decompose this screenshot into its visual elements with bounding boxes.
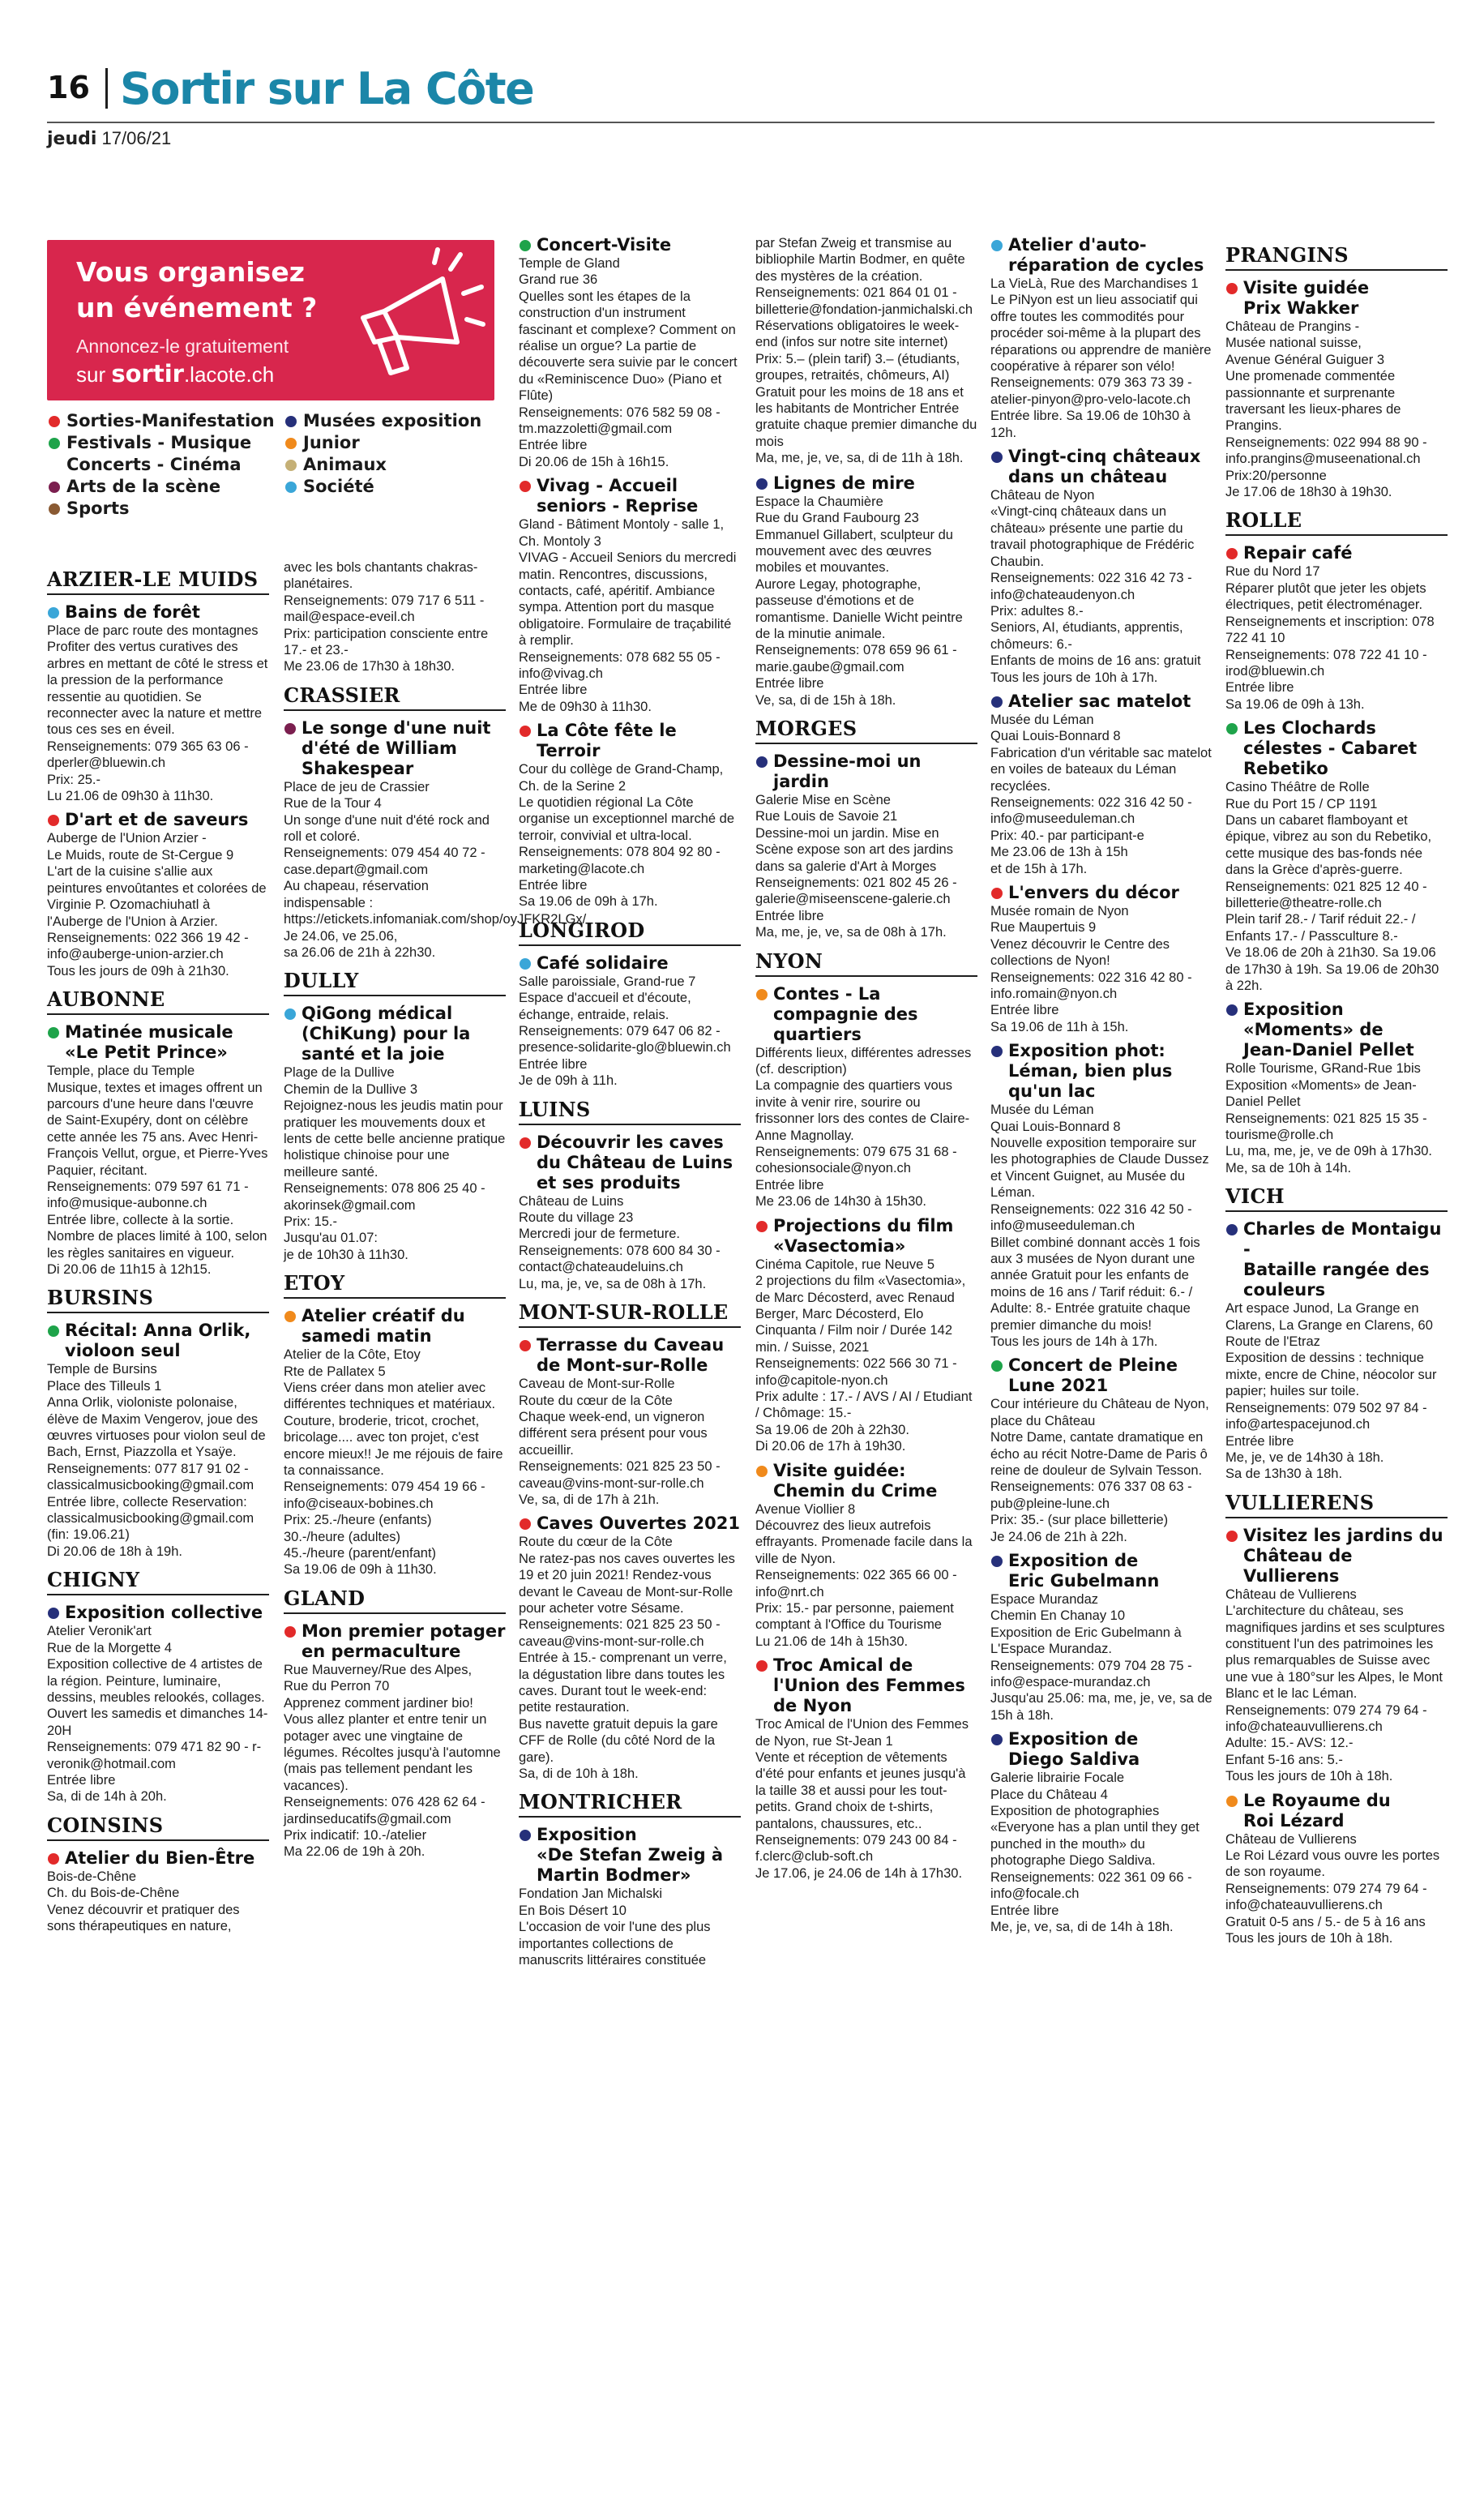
- event-title-text: Café solidaire: [537, 953, 669, 973]
- category-dot-icon: [991, 452, 1003, 463]
- event-details: Art espace Junod, La Grange en Clarens, La Grange en Clarens, 60 Route de l'Etraz Exposition de dessins : technique mixte, encre de Chine, néocolor sur papier; huiles sur toile. Renseignements: 079 502 97 84 - info@artespacejunod.ch Entrée libre Me, je, ve de 14h30 à 18h. Sa de 13h30 à 18h.: [1225, 1301, 1437, 1482]
- event-title-text: Vivag - Accueil seniors - Reprise: [537, 476, 699, 516]
- event-title-text: Exposition «De Stefan Zweig à Martin Bodmer»: [537, 1825, 724, 1886]
- event-listing: [47, 1022, 269, 1278]
- event-title-text: Visite guidée Prix Wakker: [1243, 278, 1370, 318]
- event-title[interactable]: [755, 984, 977, 1045]
- legend-item: [284, 410, 494, 432]
- event-title[interactable]: [47, 810, 269, 830]
- event-listing: [519, 1133, 741, 1292]
- event-title[interactable]: [990, 447, 1212, 487]
- event-title[interactable]: [519, 235, 741, 255]
- event-details: Casino Théâtre de Rolle Rue du Port 15 / CP 1191 Dans un cabaret flamboyant et épique, vibrez au son du Rebetiko, cette musique des bas-fonds née dans la Grèce d'après-guerre. Renseignements: 021 825 12 40 - billetterie@theatre-rolle.ch Plein tarif 28.- / Tarif réduit 22.- / Enfants 17.- / Passculture 8.- Ve 18.06 de 20h à 21h30. Sa 19.06 de 17h30 à 19h. Sa 19.06 de 20h30 à 22h.: [1225, 780, 1439, 993]
- event-listing: [755, 473, 977, 709]
- event-title-text: Bains de forêt: [65, 602, 200, 622]
- category-dot-icon: [1226, 1004, 1238, 1016]
- town-heading: LONGIROD: [519, 918, 741, 946]
- category-dot-icon: [1226, 283, 1238, 294]
- town-heading: NYON: [755, 949, 977, 977]
- event-title-text: Troc Amical de l'Union des Femmes de Nyon: [773, 1655, 965, 1716]
- event-details: Musée du Léman Quai Louis-Bonnard 8 Fabrication d'un véritable sac matelot en voiles de bateaux du Léman recyclées. Renseignements: 022 316 42 50 - info@museeduleman.ch Prix: 40.- par participant-e Me 23.06 de 13h à 15h et de 15h à 17h.: [990, 712, 1212, 876]
- event-details: Route du cœur de la Côte Ne ratez-pas nos caves ouvertes les 19 et 20 juin 2021! Rendez-vous devant le Caveau de Mont-sur-Rolle pour acheter votre Sésame. Renseignements: 021 825 23 50 - caveau@vins-mont-sur-rolle.ch Entrée à 15.- comprenant un verre, la dégustation libre dans toutes les caves. Durant tout le week-end: petite restauration. Bus navette gratuit depuis la gare CFF de Rolle (du côté Nord de la gare). Sa, di de 10h à 18h.: [519, 1535, 735, 1782]
- event-title[interactable]: [990, 1041, 1212, 1102]
- event-listing: [990, 1355, 1212, 1545]
- event-title[interactable]: [755, 473, 977, 494]
- column-3: [519, 235, 741, 2181]
- column-5: [990, 235, 1212, 2181]
- category-dot-icon: [991, 240, 1003, 251]
- event-title[interactable]: [755, 1216, 977, 1257]
- town-heading: GLAND: [284, 1586, 506, 1614]
- event-details: Cinéma Capitole, rue Neuve 5 2 projections du film «Vasectomia», de Marc Décosterd, avec Renaud Berger, Marc Décosterd, Elo Cinquanta / Film noir / Durée 142 min. / Suisse, 2021 Renseignements: 022 566 30 71 - info@capitole-nyon.ch Prix adulte : 17.- / AVS / AI / Etudiant / Chômage: 15.- Sa 19.06 de 20h à 22h30. Di 20.06 de 17h à 19h30.: [755, 1257, 973, 1454]
- category-dot-icon: [991, 696, 1003, 708]
- event-listing: [519, 476, 741, 715]
- event-title[interactable]: [284, 718, 506, 779]
- event-title[interactable]: [990, 883, 1212, 903]
- event-listing: [47, 602, 269, 804]
- event-details: Musée du Léman Quai Louis-Bonnard 8 Nouvelle exposition temporaire sur les photographies de Claude Dussez et Vincent Guignet, au Musée du Léman. Renseignements: 022 316 42 50 - info@museeduleman.ch Billet combiné donnant accès 1 fois aux 3 musées de Nyon durant une année Gratuit pour les enfants de moins de 16 ans / Tarif réduit: 6.- / Adulte: 8.- Entrée gratuite chaque premier dimanche du mois! Tous les jours de 14h à 17h.: [990, 1103, 1209, 1349]
- event-listing: [519, 1335, 741, 1508]
- event-title-text: Contes - La compagnie des quartiers: [773, 983, 918, 1044]
- event-listing: [990, 447, 1212, 686]
- legend-label: Animaux: [303, 455, 387, 474]
- event-details: Cour du collège de Grand-Champ, Ch. de la Serine 2 Le quotidien régional La Côte organise un exceptionnel marché de terroir, convivial et ultra-local. Renseignements: 078 804 92 80 - marketing@lacote.ch Entrée libre Sa 19.06 de 09h à 17h.: [519, 762, 735, 910]
- legend-item: [284, 432, 494, 454]
- event-title[interactable]: [47, 1603, 269, 1623]
- event-listing: [519, 1514, 741, 1782]
- category-dot-icon: [48, 815, 59, 826]
- event-details: Avenue Viollier 8 Découvrez des lieux autrefois effrayants. Promenade facile dans la ville de Nyon. Renseignements: 022 365 66 00 - info@nrt.ch Prix: 15.- par personne, paiement comptant à l'Office du Tourisme Lu 21.06 de 14h à 15h30.: [755, 1501, 973, 1649]
- event-title[interactable]: [1225, 1000, 1448, 1060]
- event-title-text: La Côte fête le Terroir: [537, 721, 677, 761]
- legend-item: [284, 476, 494, 498]
- event-title-text: Concert-Visite: [537, 235, 672, 255]
- category-dot-icon: [284, 1626, 296, 1638]
- category-dot-icon: [1226, 1531, 1238, 1542]
- event-details: Troc Amical de l'Union des Femmes de Nyon, rue St-Jean 1 Vente et réception de vêtements d'été pour enfants et jeunes jusqu'à la taille 38 et aussi pour les tout-petits. Grand choix de t-shirts, pantalons, chaussures, etc.. Renseignements: 079 243 00 84 - f.clerc@club-soft.ch Je 17.06, je 24.06 de 14h à 17h30.: [755, 1717, 969, 1881]
- category-dot-icon: [991, 1734, 1003, 1745]
- megaphone-icon: [339, 246, 485, 392]
- legend-label: Musées exposition: [303, 411, 482, 430]
- event-title-text: Le Royaume du Roi Lézard: [1243, 1790, 1391, 1831]
- event-listing: [990, 692, 1212, 877]
- event-listing: [519, 721, 741, 910]
- legend-label: Sports: [66, 499, 130, 518]
- event-details: Place de jeu de Crassier Rue de la Tour 4 Un songe d'une nuit d'été rock and roll et coloré. Renseignements: 079 454 40 72 - case.depart@gmail.com Au chapeau, réservation indispensable : https://etickets.infomaniak.com/shop/oyJFKR2LGx/ Je 24.06, ve 25.06, sa 26.06 de 21h à 22h30.: [284, 779, 587, 960]
- category-dot-icon: [49, 503, 60, 515]
- category-dot-icon: [49, 416, 60, 427]
- legend-item: [47, 432, 282, 476]
- masthead-divider: [105, 68, 108, 109]
- event-listing: [990, 883, 1212, 1035]
- event-details: Galerie librairie Focale Place du Château 4 Exposition de photographies «Everyone has a plan until they get punched in the mouth» du photographe Diego Saldiva. Renseignements: 022 361 09 66 - info@focale.ch Entrée libre Me, je, ve, sa, di de 14h à 18h.: [990, 1771, 1200, 1934]
- event-title-text: Matinée musicale «Le Petit Prince»: [65, 1022, 233, 1063]
- category-dot-icon: [756, 756, 768, 768]
- event-title[interactable]: [284, 1004, 506, 1064]
- town-heading: ARZIER-LE MUIDS: [47, 567, 269, 595]
- event-listing: [990, 1041, 1212, 1350]
- event-title-text: Visitez les jardins du Château de Vullierens: [1243, 1525, 1443, 1586]
- column-4: [755, 235, 977, 2181]
- town-heading: CHIGNY: [47, 1568, 269, 1595]
- category-dot-icon: [520, 726, 531, 737]
- event-details: La VieLà, Rue des Marchandises 1 Le PiNyon est un lieu associatif qui offre toutes les commodités pour procéder soi-même à la plupart des réparations ou apprendre de manière coopérative à réparer son vélo! Renseignements: 079 363 73 39 - atelier-pinyon@pro-velo-lacote.ch Entrée libre. Sa 19.06 de 10h30 à 12h.: [990, 276, 1212, 440]
- category-dot-icon: [285, 460, 297, 471]
- town-heading: MONTRICHER: [519, 1790, 741, 1818]
- event-details: Caveau de Mont-sur-Rolle Route du cœur de la Côte Chaque week-end, un vigneron différent sera présent pour vous accueillir. Renseignements: 021 825 23 50 - caveau@vins-mont-sur-rolle.ch Ve, sa, di de 17h à 21h.: [519, 1377, 721, 1507]
- event-listing: [1225, 543, 1448, 713]
- event-title[interactable]: [755, 1461, 977, 1501]
- event-listing: [755, 984, 977, 1210]
- legend-item: [47, 476, 282, 498]
- event-title-text: Lignes de mire: [773, 473, 915, 493]
- event-title-text: Dessine-moi un jardin: [773, 751, 922, 791]
- event-title-text: Vingt-cinq châteaux dans un château: [1008, 447, 1201, 487]
- category-dot-icon: [520, 1518, 531, 1530]
- category-dot-icon: [1226, 548, 1238, 559]
- category-dot-icon: [285, 438, 297, 449]
- event-listing: [1225, 718, 1448, 994]
- event-title-text: Atelier d'auto- réparation de cycles: [1008, 235, 1204, 275]
- event-title-text: Atelier créatif du samedi matin: [302, 1306, 465, 1347]
- event-details: Rue Mauverney/Rue des Alpes, Rue du Perron 70 Apprenez comment jardiner bio! Vous allez planter et entre tenir un potager avec une vingtaine de légumes. Récoltes jusqu'à l'automne (mais pas tellement pendant les vacances). Renseignements: 076 428 62 64 - jardinseducatifs@gmail.com Prix indicatif: 10.-/atelier Ma 22.06 de 19h à 20h.: [284, 1662, 501, 1860]
- legend-right: [284, 410, 494, 498]
- category-dot-icon: [48, 1608, 59, 1619]
- category-dot-icon: [991, 1046, 1003, 1057]
- promo-url-prefix: sur: [76, 362, 112, 387]
- event-details: Atelier Veronik'art Rue de la Morgette 4 Exposition collective de 4 artistes de la région. Peinture, luminaire, dessins, meubles relookés, collages. Ouvert les samedis et dimanches 14-20H Renseignements: 079 471 82 90 - r-veronik@hotmail.com Entrée libre Sa, di de 14h à 20h.: [47, 1624, 268, 1805]
- category-dot-icon: [991, 1360, 1003, 1372]
- event-details: Différents lieux, différentes adresses (cf. description) La compagnie des quartiers vous invite à venir rire, sourire ou frissonner lors des contes de Claire-Anne Magnollay. Renseignements: 079 675 31 68 - cohesionsociale@nyon.ch Entrée libre Me 23.06 de 14h30 à 15h30.: [755, 1045, 972, 1210]
- event-details: Rue du Nord 17 Réparer plutôt que jeter les objets électriques, petit électroménager. Renseignements et inscription: 078 722 41 10 Renseignements: 078 722 41 10 - irod@bluewin.ch Entrée libre Sa 19.06 de 09h à 13h.: [1225, 564, 1435, 712]
- event-title[interactable]: [1225, 543, 1448, 563]
- category-dot-icon: [285, 482, 297, 493]
- event-title-text: Les Clochards célestes - Cabaret Rebetiko: [1243, 718, 1418, 779]
- town-heading: CRASSIER: [284, 683, 506, 711]
- town-heading: MORGES: [755, 717, 977, 744]
- town-heading: ETOY: [284, 1271, 506, 1299]
- event-title[interactable]: [990, 235, 1212, 276]
- town-heading: AUBONNE: [47, 987, 269, 1015]
- event-listing: [284, 1306, 506, 1578]
- event-details: Cour intérieure du Château de Nyon, place du Château Notre Dame, cantate dramatique en écho au récit Notre-Dame de Paris ô reine de douleur de Sylvain Tesson. Renseignements: 076 337 08 63 - pub@pleine-lune.ch Prix: 35.- (sur place billetterie) Je 24.06 de 21h à 22h.: [990, 1397, 1209, 1544]
- event-title[interactable]: [519, 1133, 741, 1193]
- event-title-text: Mon premier potager en permaculture: [302, 1621, 506, 1661]
- event-title-text: Atelier du Bien-Être: [65, 1848, 255, 1868]
- event-details: Auberge de l'Union Arzier - Le Muids, route de St-Cergue 9 L'art de la cuisine s'allie aux peintures envoûtantes et colorées de Virginie P. Ozomachiuhatl à l'Auberge de l'Union à Arzier. Renseignements: 022 366 19 42 - info@auberge-union-arzier.ch Tous les jours de 09h à 21h30.: [47, 831, 267, 978]
- town-heading: LUINS: [519, 1098, 741, 1125]
- event-title[interactable]: [47, 1848, 269, 1869]
- event-listing: [47, 1848, 269, 1935]
- event-details: Château de Luins Route du village 23 Mercredi jour de fermeture. Renseignements: 078 600 84 30 - contact@chateaudeluins.ch Lu, ma, je, ve, sa de 08h à 17h.: [519, 1193, 721, 1291]
- event-details: Rolle Tourisme, GRand-Rue 1bis Exposition «Moments» de Jean-Daniel Pellet Renseignements: 021 825 15 35 - tourisme@rolle.ch Lu, ma, me, je, ve de 09h à 17h30. Me, sa de 10h à 14h.: [1225, 1061, 1433, 1175]
- event-details: Temple de Gland Grand rue 36 Quelles sont les étapes de la construction d'un instrument fascinant et complexe? Comment on réalise un orgue? La partie de découverte sera suivie par le concert du «Reminiscence Duo» (Piano et Flûte) Renseignements: 076 582 59 08 - tm.mazzoletti@gmail.com Entrée libre Di 20.06 de 15h à 16h15.: [519, 256, 738, 469]
- event-listing: [755, 1461, 977, 1651]
- event-details: Temple de Bursins Place des Tilleuls 1 Anna Orlik, violoniste polonaise, élève de Maxim Vengerov, joue des œuvres virtuoses pour violon seul de Bach, Ernst, Piazzolla et Ysaÿe. Renseignements: 077 817 91 02 - classicalmusicbooking@gmail.com Entrée libre, collecte Reservation: classicalmusicbooking@gmail.com (fin: 19.06.21) Di 20.06 de 18h à 19h.: [47, 1362, 266, 1559]
- category-dot-icon: [520, 481, 531, 492]
- category-dot-icon: [48, 1853, 59, 1865]
- column-6: [1225, 235, 1448, 2181]
- event-details: Château de Prangins - Musée national suisse, Avenue Général Guiguer 3 Une promenade commentée passionnante et surprenante traversant les lieux-phares de Prangins. Renseignements: 022 994 88 90 - info.prangins@museenational.ch Prix:20/personne Je 17.06 de 18h30 à 19h30.: [1225, 319, 1427, 500]
- legend-label: Junior: [303, 433, 360, 452]
- event-title-text: Exposition de Diego Saldiva: [1008, 1729, 1140, 1770]
- legend-item: [47, 498, 282, 520]
- legend-left: [47, 410, 282, 520]
- legend-label: Festivals - Musique Concerts - Cinéma: [66, 433, 252, 474]
- promo-headline: Vous organisez un événement ?: [76, 256, 318, 323]
- category-dot-icon: [520, 1137, 531, 1149]
- event-title[interactable]: [990, 692, 1212, 712]
- event-title[interactable]: [755, 1655, 977, 1716]
- event-title[interactable]: [1225, 718, 1448, 779]
- listing-continuation: par Stefan Zweig et transmise au bibliophile Martin Bodmer, en quête des mystères de la création. Renseignements: 021 864 01 01 - billetterie@fondation-janmichalski.ch Réservations obligatoires le week-end (infos sur notre site internet) Prix: 5.– (plein tarif) 3.– (étudiants, groupes, retraités, chômeurs, AI) Gratuit pour les moins de 18 ans et les habitants de Montricher Entrée gratuite chaque premier dimanche du mois Ma, me, je, ve, sa, di de 11h à 18h.: [755, 236, 977, 466]
- event-details: Château de Vullierens Le Roi Lézard vous ouvre les portes de son royaume. Renseignements: 079 274 79 64 - info@chateauvullierens.ch Gratuit 0-5 ans / 5.- de 5 à 16 ans Tous les jours de 10h à 18h.: [1225, 1831, 1440, 1946]
- category-dot-icon: [285, 416, 297, 427]
- promo-url[interactable]: [76, 360, 274, 388]
- category-dot-icon: [1226, 1796, 1238, 1807]
- event-listing: [1225, 1791, 1448, 1947]
- event-details: Place de parc route des montagnes Profiter des vertus curatives des arbres en mettant de côté le stress et la pression de la performance ressentie au quotidien. Se reconnecter avec la nature et mettre tous ces ses en éveil. Renseignements: 079 365 63 06 - dperler@bluewin.ch Prix: 25.- Lu 21.06 de 09h30 à 11h30.: [47, 623, 268, 804]
- event-title[interactable]: [519, 953, 741, 974]
- category-dot-icon: [756, 1466, 768, 1477]
- event-listing: [1225, 1526, 1448, 1785]
- listing-continuation: avec les bols chantants chakras-planétaires. Renseignements: 079 717 6 511 - mail@espace-eveil.ch Prix: participation consciente entre 17.- et 23.- Me 23.06 de 17h30 à 18h30.: [284, 560, 489, 674]
- event-listing: [990, 235, 1212, 441]
- event-title[interactable]: [990, 1729, 1212, 1770]
- event-details: Espace la Chaumière Rue du Grand Faubourg 23 Emmanuel Gillabert, sculpteur du mouvement avec des œuvres mobiles et mouvantes. Aurore Legay, photographe, passeuse d'émotions et de romantisme. Danielle Wicht peintre de la minutie animale. Renseignements: 078 659 96 61 - marie.gaube@gmail.com Entrée libre Ve, sa, di de 15h à 18h.: [755, 494, 963, 708]
- masthead-rule: [47, 122, 1435, 123]
- event-listing: [755, 1216, 977, 1455]
- dateline: [47, 128, 171, 149]
- event-title[interactable]: [519, 1514, 741, 1534]
- event-title[interactable]: [519, 1825, 741, 1886]
- event-title-text: Découvrir les caves du Château de Luins et ses produits: [537, 1132, 733, 1193]
- event-title[interactable]: [47, 1022, 269, 1063]
- event-listing: [990, 1551, 1212, 1724]
- event-listing: [1225, 1000, 1448, 1176]
- event-title-text: Exposition collective: [65, 1603, 263, 1623]
- category-dot-icon: [48, 1027, 59, 1038]
- town-heading: ROLLE: [1225, 508, 1448, 536]
- town-heading: DULLY: [284, 969, 506, 996]
- event-details: Fondation Jan Michalski En Bois Désert 10 L'occasion de voir l'une des plus importantes collections de manuscrits littéraires constituée: [519, 1886, 711, 1968]
- category-dot-icon: [284, 1311, 296, 1322]
- event-title-text: QiGong médical (ChiKung) pour la santé et la joie: [302, 1004, 471, 1064]
- category-dot-icon: [756, 1221, 768, 1232]
- category-dot-icon: [991, 888, 1003, 899]
- event-listing: [519, 235, 741, 470]
- event-listing: [519, 953, 741, 1090]
- legend-label: Sorties-Manifestation: [66, 411, 275, 430]
- event-title-text: Exposition phot: Léman, bien plus qu'un lac: [1008, 1041, 1173, 1102]
- category-dot-icon: [49, 438, 60, 449]
- event-title-text: D'art et de saveurs: [65, 810, 249, 830]
- dateline-day: jeudi: [47, 129, 97, 149]
- event-title-text: Charles de Montaigu - Bataille rangée des couleurs: [1243, 1219, 1442, 1300]
- event-details: Espace Murandaz Chemin En Chanay 10 Exposition de Eric Gubelmann à L'Espace Murandaz. Renseignements: 079 704 28 75 - info@espace-murandaz.ch Jusqu'au 25.06: ma, me, je, ve, sa de 15h à 18h.: [990, 1592, 1212, 1723]
- event-listing: [47, 1603, 269, 1805]
- event-title[interactable]: [1225, 1526, 1448, 1586]
- promo-url-suffix: .lacote.ch: [183, 362, 275, 387]
- category-dot-icon: [1226, 1224, 1238, 1235]
- event-title-text: Exposition de Eric Gubelmann: [1008, 1551, 1160, 1591]
- event-title-text: L'envers du décor: [1008, 883, 1179, 902]
- event-listing: [755, 752, 977, 941]
- category-dot-icon: [991, 1556, 1003, 1567]
- category-dot-icon: [756, 989, 768, 1000]
- event-title[interactable]: [284, 1621, 506, 1662]
- event-listing: [47, 810, 269, 979]
- event-listing: [1225, 1219, 1448, 1482]
- event-title-text: Exposition «Moments» de Jean-Daniel Pellet: [1243, 1000, 1414, 1060]
- event-details: Atelier de la Côte, Etoy Rte de Pallatex 5 Viens créer dans mon atelier avec différentes techniques et matériaux. Couture, broderie, tricot, crochet, bricolage.... avec ton projet, c'est encore mieux!! Je me réjouis de faire ta connaissance. Renseignements: 079 454 19 66 - info@ciseaux-bobines.ch Prix: 25.-/heure (enfants) 30.-/heure (adultes) 45.-/heure (parent/enfant) Sa 19.06 de 09h à 11h30.: [284, 1347, 503, 1578]
- event-title[interactable]: [47, 1321, 269, 1361]
- category-dot-icon: [520, 240, 531, 251]
- legend-label: Société: [303, 477, 374, 496]
- event-title[interactable]: [1225, 1219, 1448, 1300]
- event-title-text: Le songe d'une nuit d'été de William Shakespear: [302, 717, 491, 778]
- promo-subline: Annoncez-le gratuitement: [76, 336, 289, 357]
- event-title-text: Visite guidée: Chemin du Crime: [773, 1460, 938, 1501]
- event-title-text: Récital: Anna Orlik, violoon seul: [65, 1321, 251, 1361]
- event-title[interactable]: [284, 1306, 506, 1347]
- town-heading: MONT-SUR-ROLLE: [519, 1300, 741, 1328]
- event-listing: [755, 1655, 977, 1882]
- event-listing: [284, 1004, 506, 1263]
- event-title-text: Atelier sac matelot: [1008, 691, 1191, 711]
- event-listing: [284, 1621, 506, 1861]
- event-title[interactable]: [519, 1335, 741, 1376]
- category-dot-icon: [284, 723, 296, 734]
- column-1: [47, 559, 269, 2505]
- event-details: Salle paroissiale, Grand-rue 7 Espace d'accueil et d'écoute, échange, entraide, relais. Renseignements: 079 647 06 82 - presence-solidarite-glo@bluewin.ch Entrée libre Je de 09h à 11h.: [519, 974, 731, 1089]
- promo-url-brand: sortir: [111, 360, 184, 388]
- event-details: Musée romain de Nyon Rue Maupertuis 9 Venez découvrir le Centre des collections de Nyon! Renseignements: 022 316 42 80 - info.romain@nyon.ch Entrée libre Sa 19.06 de 11h à 15h.: [990, 904, 1192, 1034]
- event-title[interactable]: [755, 752, 977, 792]
- category-dot-icon: [520, 1830, 531, 1841]
- category-dot-icon: [284, 1008, 296, 1020]
- event-details: Château de Vullierens L'architecture du château, ses magnifiques jardins et ses sculptures constituent l'un des patrimoines les plus remarquables de Suisse avec une vue à 180°sur les Alpes, le Mont Blanc et le lac Léman. Renseignements: 079 274 79 64 - info@chateauvullierens.ch Adulte: 15.- AVS: 12.- Enfant 5-16 ans: 5.- Tous les jours de 10h à 18h.: [1225, 1586, 1445, 1784]
- event-details: Château de Nyon «Vingt-cinq châteaux dans un château» présente une partie du travail photographique de Frédéric Chaubin. Renseignements: 022 316 42 73 - info@chateaudenyon.ch Prix: adultes 8.- Seniors, AI, étudiants, apprentis, chômeurs: 6.- Enfants de moins de 16 ans: gratuit Tous les jours de 10h à 17h.: [990, 488, 1201, 685]
- event-details: Plage de la Dullive Chemin de la Dullive 3 Rejoignez-nous les jeudis matin pour pratiquer les mouvements doux et lents de cette belle ancienne pratique holistique chinoise pour une meilleure santé. Renseignements: 078 806 25 40 - akorinsek@gmail.com Prix: 15.- Jusqu'au 01.07: je de 10h30 à 11h30.: [284, 1065, 506, 1262]
- page-number: 16: [47, 70, 90, 105]
- category-dot-icon: [756, 1660, 768, 1672]
- town-heading: VULLIERENS: [1225, 1491, 1448, 1518]
- legend-label: Arts de la scène: [66, 477, 221, 496]
- event-title[interactable]: [519, 721, 741, 761]
- town-heading: COINSINS: [47, 1813, 269, 1841]
- event-listing: [1225, 278, 1448, 500]
- event-title[interactable]: [990, 1551, 1212, 1591]
- category-dot-icon: [48, 607, 59, 619]
- event-details: Gland - Bâtiment Montoly - salle 1, Ch. Montoly 3 VIVAG - Accueil Seniors du mercredi matin. Rencontres, discussions, contacts, café, apéritif. Ambiance sympa. Attention port du masque obligatoire. Formulaire de traçabilité à remplir. Renseignements: 078 682 55 05 - info@vivag.ch Entrée libre Me de 09h30 à 11h30.: [519, 517, 737, 714]
- event-listing: [990, 1729, 1212, 1935]
- town-heading: VICH: [1225, 1184, 1448, 1212]
- event-title-text: Projections du film «Vasectomia»: [773, 1215, 954, 1256]
- category-dot-icon: [520, 958, 531, 970]
- event-title[interactable]: [1225, 1791, 1448, 1831]
- legend-item: [47, 410, 282, 432]
- event-title-text: Caves Ouvertes 2021: [537, 1514, 740, 1534]
- event-title[interactable]: [47, 602, 269, 623]
- event-title[interactable]: [990, 1355, 1212, 1396]
- promo-banner[interactable]: [47, 240, 494, 400]
- category-dot-icon: [756, 478, 768, 490]
- event-title[interactable]: [519, 476, 741, 516]
- legend-item: [284, 454, 494, 476]
- section-title: Sortir sur La Côte: [120, 63, 534, 114]
- event-details: Bois-de-Chêne Ch. du Bois-de-Chêne Venez découvrir et pratiquer des sons thérapeutiques en nature,: [47, 1869, 240, 1933]
- event-title-text: Concert de Pleine Lune 2021: [1008, 1355, 1178, 1396]
- category-dot-icon: [48, 1325, 59, 1337]
- masthead: [47, 63, 1435, 115]
- event-listing: [519, 1825, 741, 1968]
- event-title[interactable]: [1225, 278, 1448, 319]
- event-details: Temple, place du Temple Musique, textes et images offrent un parcours d'une heure dans l'œuvre de Saint-Exupéry, dont on célèbre cette année les 75 ans. Avec Henri-François Vellut, orgue, et Pierre-Yves Paquier, récitant. Renseignements: 079 597 61 71 - info@musique-aubonne.ch Entrée libre, collecte à la sortie. Nombre de places limité à 100, selon les règles sanitaires en vigueur. Di 20.06 de 11h15 à 12h15.: [47, 1064, 268, 1277]
- event-details: Galerie Mise en Scène Rue Louis de Savoie 21 Dessine-moi un jardin. Mise en Scène expose son art des jardins dans sa galerie d'Art à Morges Renseignements: 021 802 45 26 - galerie@miseenscene-galerie.ch Entrée libre Ma, me, je, ve, sa de 08h à 17h.: [755, 792, 957, 940]
- town-heading: PRANGINS: [1225, 243, 1448, 271]
- event-listing: [47, 1321, 269, 1560]
- dateline-date: 17/06/21: [101, 128, 172, 148]
- event-title-text: Repair café: [1243, 543, 1353, 563]
- category-dot-icon: [49, 482, 60, 493]
- event-title-text: Terrasse du Caveau de Mont-sur-Rolle: [537, 1335, 725, 1376]
- category-dot-icon: [520, 1340, 531, 1351]
- town-heading: BURSINS: [47, 1286, 269, 1313]
- category-dot-icon: [1226, 723, 1238, 734]
